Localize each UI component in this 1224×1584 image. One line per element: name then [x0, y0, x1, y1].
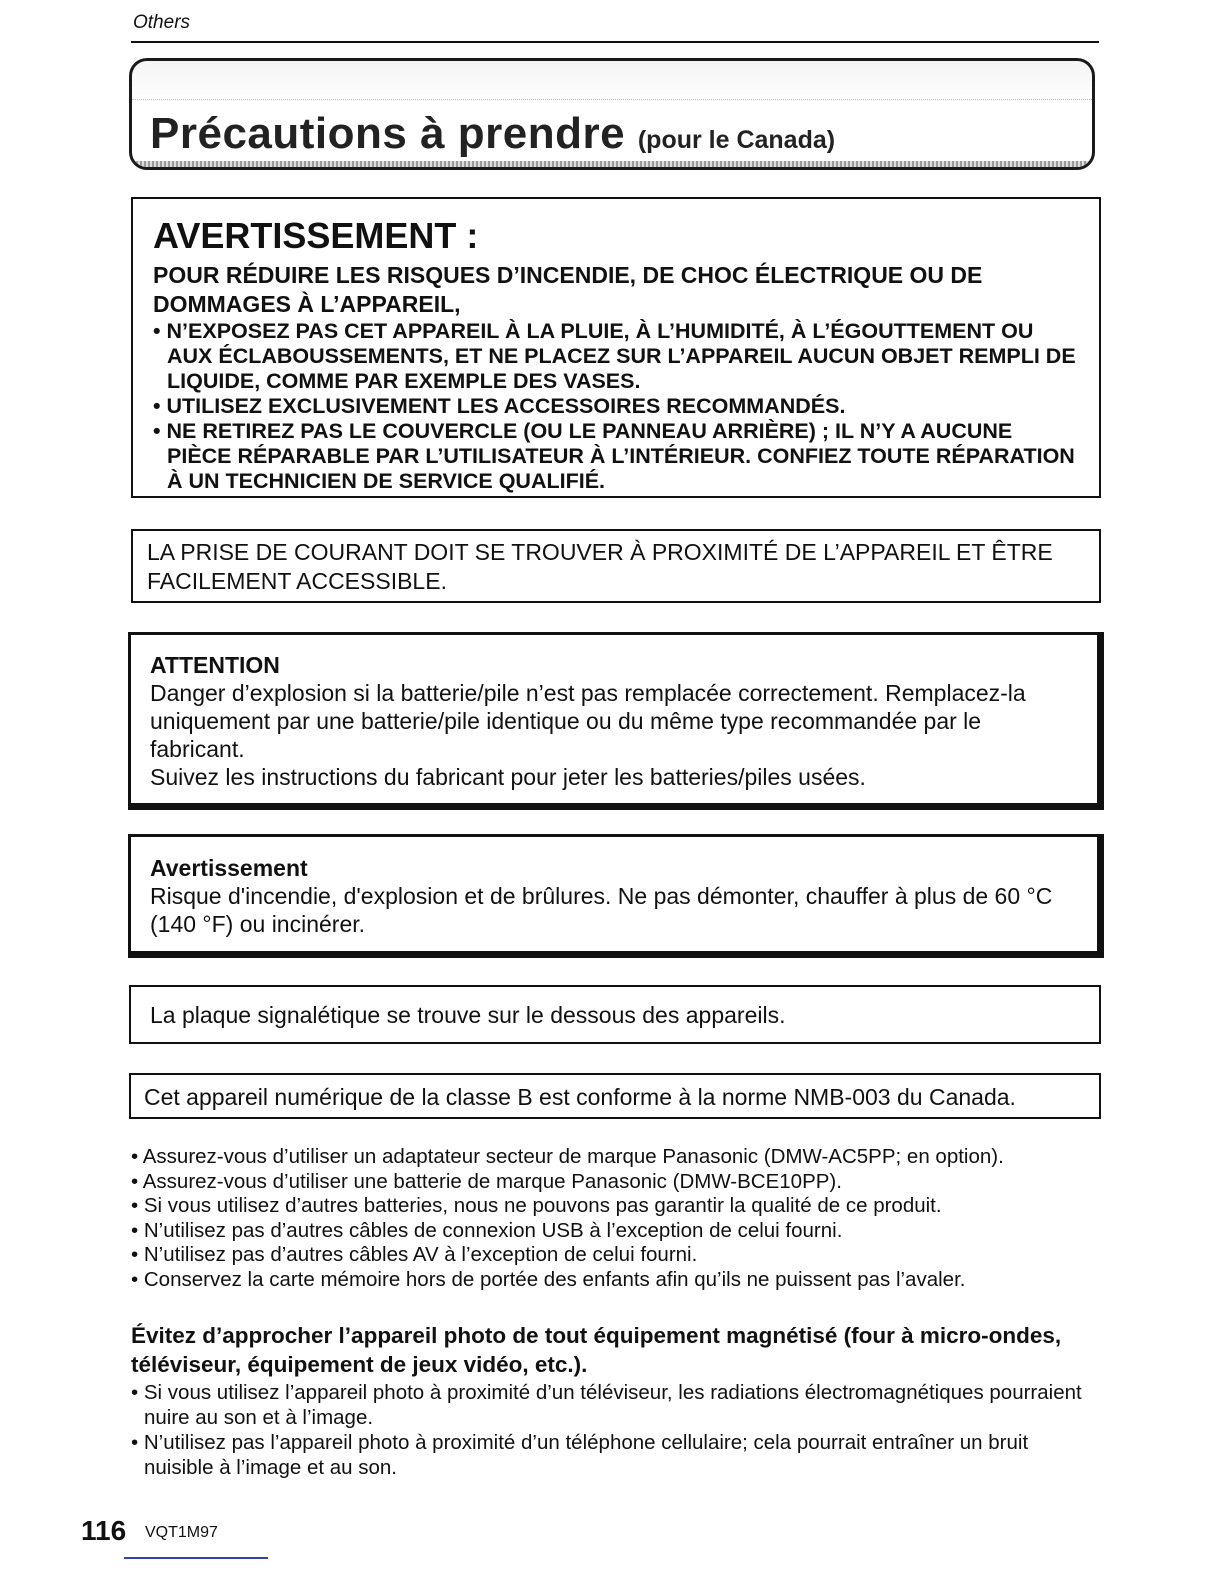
warning-item: • UTILISEZ EXCLUSIVEMENT LES ACCESSOIRES RECOMMANDÉS. [153, 394, 1079, 419]
note-item: • Si vous utilisez d’autres batteries, nous ne pouvons pas garantir la qualité de ce produit. [131, 1194, 1106, 1219]
magnetic-item: • Si vous utilisez l’appareil photo à proximité d’un téléviseur, les radiations électromagnétiques pourraient nuire au son et à l’image. [131, 1380, 1091, 1430]
avertissement-box [128, 834, 1104, 958]
note-item: • N’utilisez pas d’autres câbles de connexion USB à l’exception de celui fourni. [131, 1219, 1106, 1244]
note-item: • Assurez-vous d’utiliser une batterie de marque Panasonic (DMW-BCE10PP). [131, 1170, 1106, 1195]
banner-dotted-rule [132, 99, 1092, 100]
page-title [150, 109, 835, 159]
page-title-sub: (pour le Canada) [637, 126, 836, 154]
page-number: 116 [81, 1515, 127, 1546]
attention-text-2: Suivez les instructions du fabricant pour jeter les batteries/piles usées. [150, 764, 866, 790]
note-item: • Assurez-vous d’utiliser un adaptateur secteur de marque Panasonic (DMW-AC5PP; en option). [131, 1145, 1106, 1170]
class-b-notice-text: Cet appareil numérique de la classe B est conforme à la norme NMB-003 du Canada. [144, 1084, 1016, 1110]
nameplate-notice-box [129, 985, 1101, 1044]
header-divider [131, 41, 1099, 43]
avertissement-text: Risque d'incendie, d'explosion et de brûlures. Ne pas démonter, chauffer à plus de 60 °C (140 °F) ou incinérer. [150, 883, 1053, 937]
warning-item: • NE RETIREZ PAS LE COUVERCLE (OU LE PANNEAU ARRIÈRE) ; IL N’Y A AUCUNE PIÈCE RÉPARABLE PAR L’UTILISATEUR À L’INTÉRIEUR. CONFIEZ TOUTE RÉPARATION À UN TECHNICIEN DE SERVICE QUALIFIÉ. [153, 419, 1079, 494]
warning-intro: POUR RÉDUIRE LES RISQUES D’INCENDIE, DE CHOC ÉLECTRIQUE OU DE DOMMAGES À L’APPAREIL, [153, 262, 983, 317]
warning-box [131, 197, 1101, 498]
footer-rule [124, 1557, 268, 1559]
page-title-banner [129, 58, 1095, 170]
document-code: VQT1M97 [145, 1524, 218, 1541]
attention-text-1: Danger d’explosion si la batterie/pile n’est pas remplacée correctement. Remplacez-la uniquement par une batterie/pile identique ou du même type recommandée par le fabricant. [150, 680, 1026, 762]
warning-heading: AVERTISSEMENT : [153, 215, 479, 256]
notes-list [131, 1145, 1106, 1292]
class-b-notice-box [129, 1073, 1101, 1119]
warning-list [153, 319, 1079, 494]
magnetic-item: • N’utilisez pas l’appareil photo à proximité d’un téléphone cellulaire; cela pourrait entraîner un bruit nuisible à l’image et au son. [131, 1430, 1091, 1480]
magnetic-list [131, 1380, 1091, 1480]
section-label: Others [133, 12, 191, 33]
note-item: • Conservez la carte mémoire hors de portée des enfants afin qu’ils ne puissent pas l’avaler. [131, 1268, 1106, 1293]
magnetic-heading: Évitez d’approcher l’appareil photo de tout équipement magnétisé (four à micro-ondes, téléviseur, équipement de jeux vidéo, etc.). [131, 1323, 1062, 1377]
warning-item: • N’EXPOSEZ PAS CET APPAREIL À LA PLUIE, À L’HUMIDITÉ, À L’ÉGOUTTEMENT OU AUX ÉCLABOUSSEMENTS, ET NE PLACEZ SUR L’APPAREIL AUCUN OBJET REMPLI DE LIQUIDE, COMME PAR EXEMPLE DES VASES. [153, 319, 1079, 394]
note-item: • N’utilisez pas d’autres câbles AV à l’exception de celui fourni. [131, 1243, 1106, 1268]
banner-shade [132, 161, 1092, 167]
attention-heading: ATTENTION [150, 652, 280, 678]
nameplate-notice-text: La plaque signalétique se trouve sur le dessous des appareils. [150, 1002, 786, 1028]
attention-box [128, 632, 1104, 810]
plug-notice-text: LA PRISE DE COURANT DOIT SE TROUVER À PROXIMITÉ DE L’APPAREIL ET ÊTRE FACILEMENT ACCESSIBLE. [147, 539, 1053, 594]
avertissement-heading: Avertissement [150, 855, 308, 881]
plug-notice-box [131, 529, 1101, 603]
page-title-main: Précautions à prendre [150, 109, 626, 158]
